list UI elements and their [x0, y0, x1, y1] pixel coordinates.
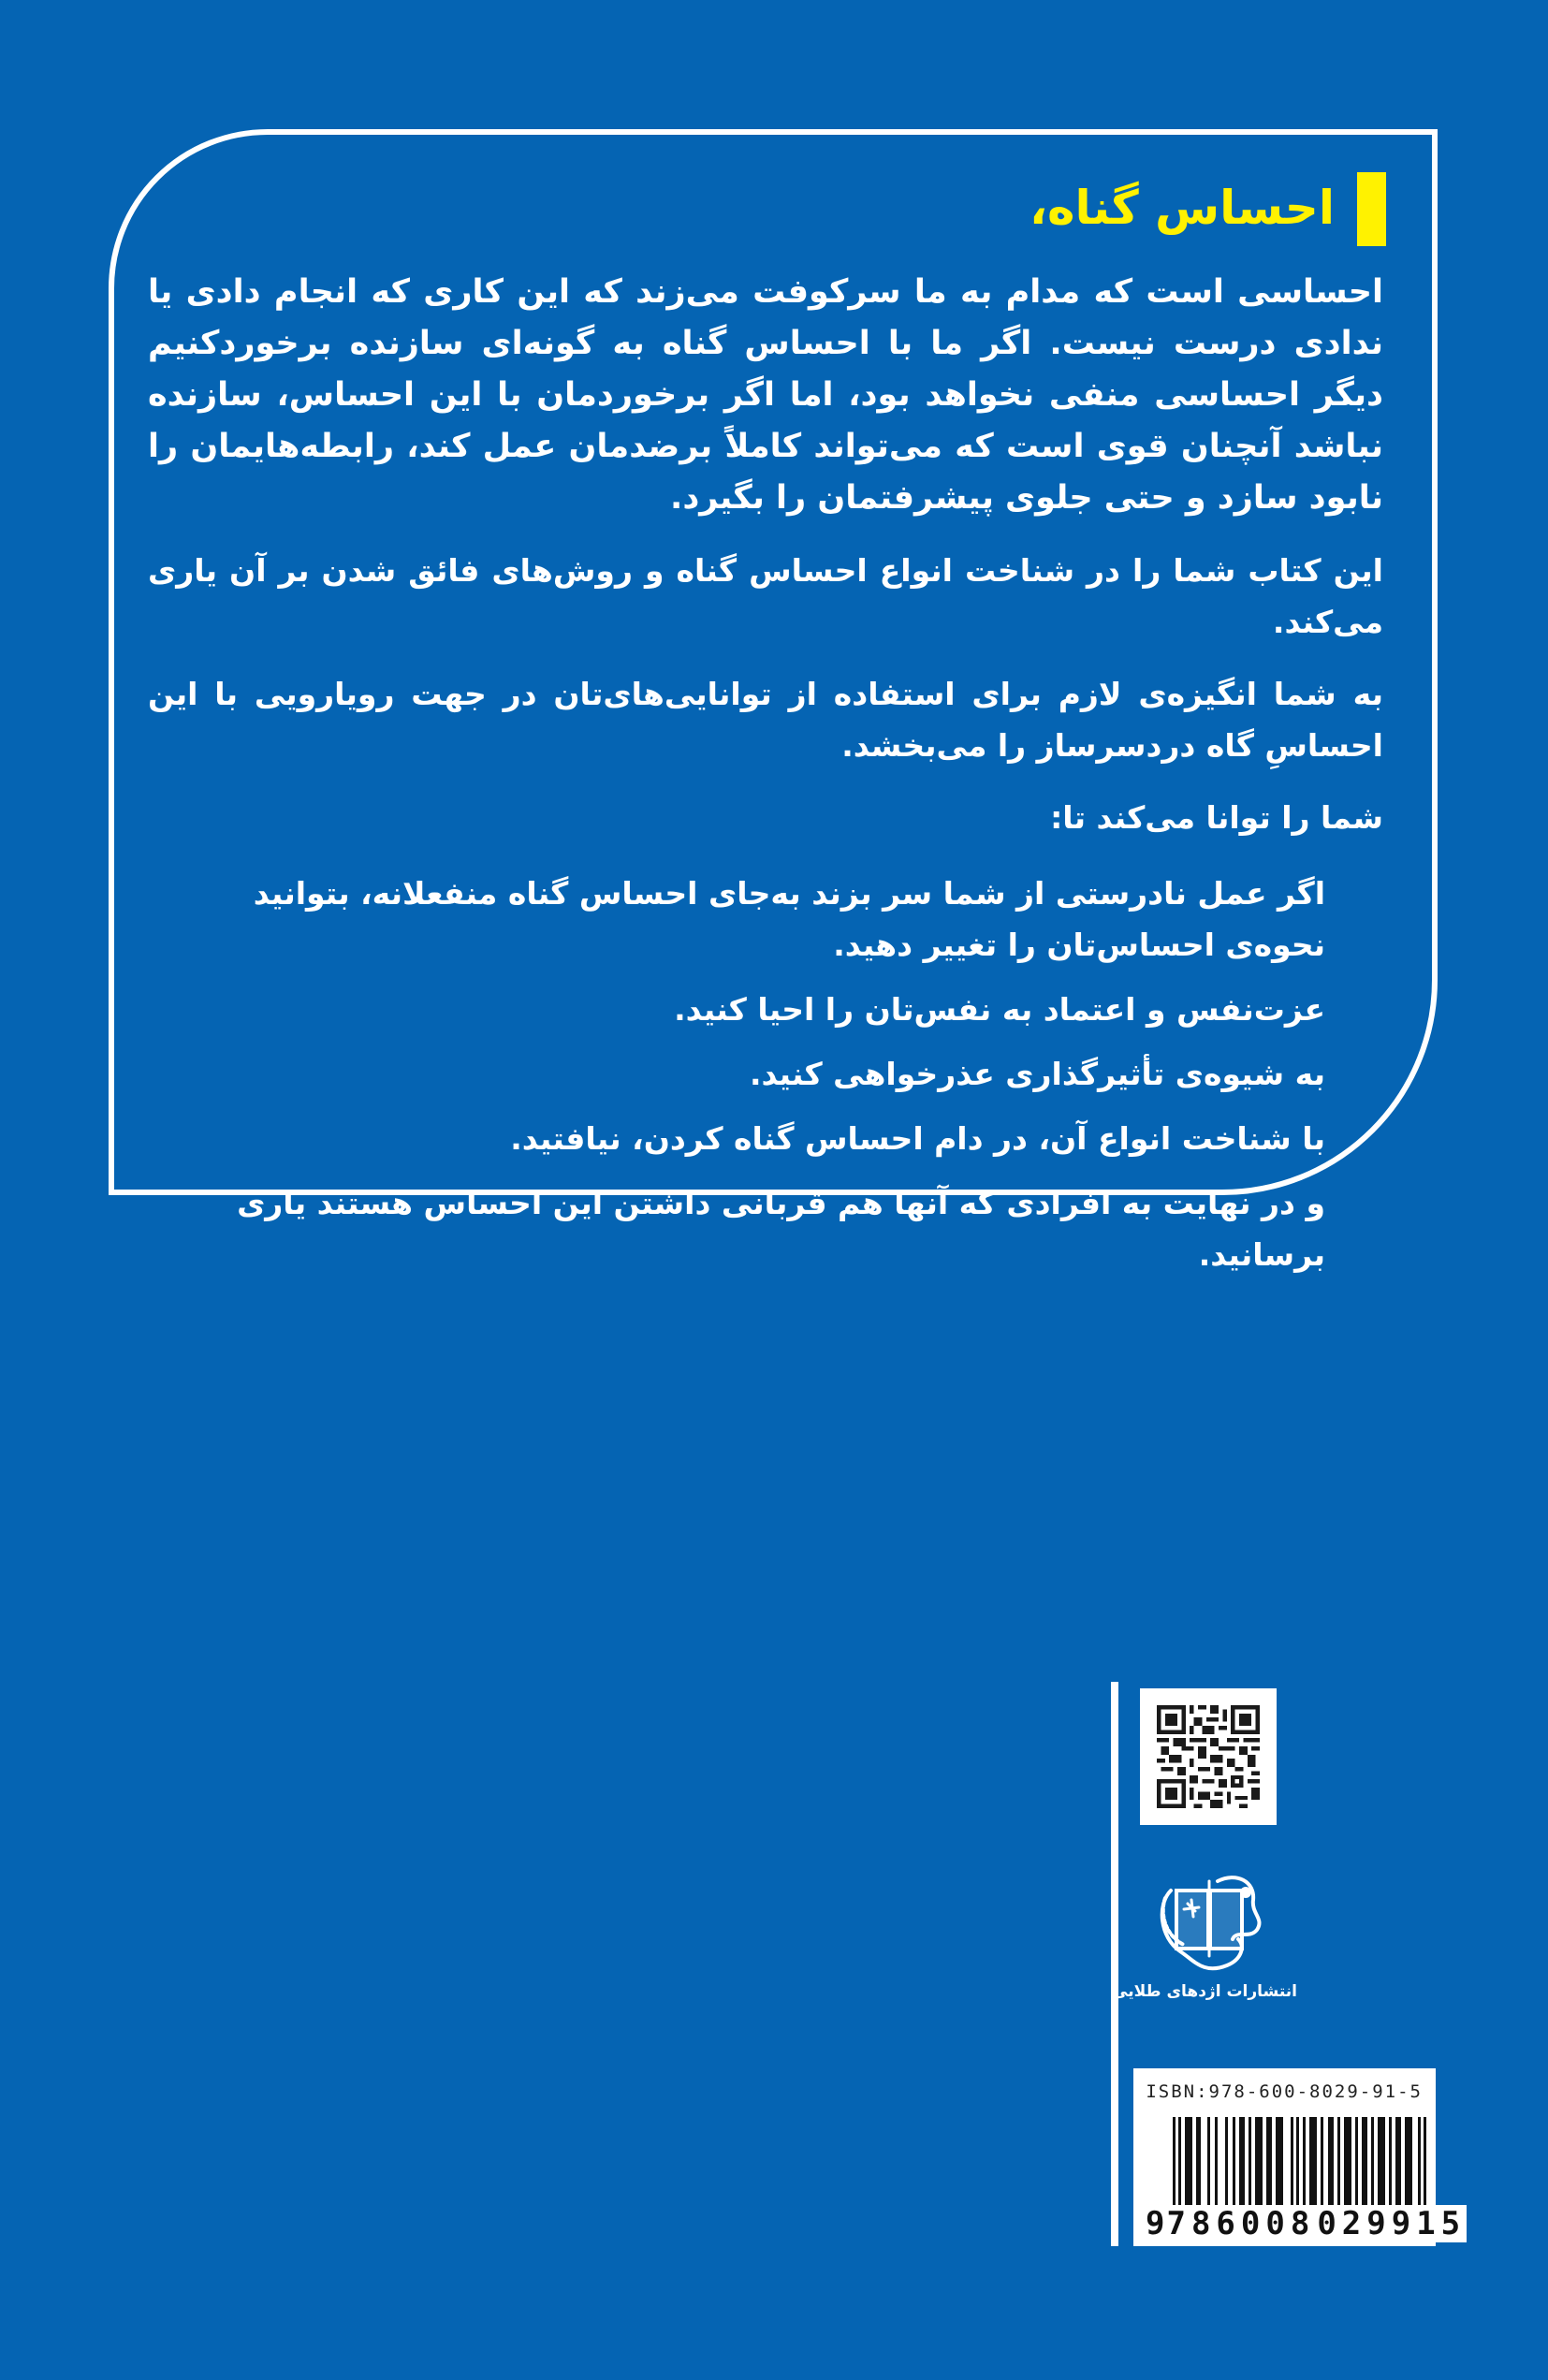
list-intro: شما را توانا می‌کند تا:: [1050, 799, 1383, 836]
paragraph-2: این کتاب شما را در شناخت انواع احساس گناه و روش‌های فائق شدن بر آن یاری می‌کند.: [148, 552, 1383, 640]
qr-code-icon: [1157, 1705, 1260, 1808]
title-accent-bar: [1357, 172, 1386, 246]
ean-left-group: 786008: [1166, 2205, 1316, 2242]
benefits-list: [148, 868, 1383, 1280]
isbn-label: ISBN:978-600-8029-91-5: [1146, 2081, 1423, 2102]
list-item: و در نهایت به افرادی که آنها هم قربانی داشتن این احساس هستند یاری برسانید.: [237, 1185, 1325, 1273]
ean-digits: [1145, 2205, 1467, 2242]
paragraph-3: به شما انگیزه‌ی لازم برای استفاده از توانایی‌های‌تان در جهت رویارویی با این احساسِ گاه دردسرساز را می‌بخشد.: [148, 676, 1383, 764]
list-item: با شناخت انواع آن، در دام احساس گناه کردن، نیافتید.: [510, 1120, 1325, 1157]
list-item: اگر عمل نادرستی از شما سر بزند به‌جای احساس گناه منفعلانه، بتوانید نحوه‌ی احساس‌تان را تغییر دهید.: [253, 875, 1325, 963]
ean-right-group: 029915: [1317, 2205, 1467, 2242]
publisher-name: انتشارات اژدهای طلایی: [1112, 1982, 1297, 2001]
vertical-divider: [1111, 1682, 1118, 2246]
isbn-barcode: [1133, 2068, 1467, 2246]
description-text: [148, 267, 1383, 1293]
section-title: احساس گناه،: [1029, 181, 1335, 235]
intro-paragraph: احساسی است که مدام به ما سرکوفت می‌زند که این کاری که انجام دادی یا ندادی درست نیست. اگر ما با احساس گناه به گونه‌ای سازنده برخوردکنیم دیگر احساسی منفی نخواهد بود، اما اگر برخوردمان با این احساس، سازنده نباشد آنچنان قوی است که می‌تواند کاملاً برضدمان عمل کند، رابطه‌هایمان را نابود سازد و حتی جلوی پیشرفتمان را بگیرد.: [148, 273, 1383, 517]
list-item: عزت‌نفس و اعتماد به نفس‌تان را احیا کنید.: [674, 991, 1325, 1028]
list-item: به شیوه‌ی تأثیرگذاری عذرخواهی کنید.: [749, 1056, 1325, 1092]
publisher-logo: [1112, 1872, 1297, 2012]
dragon-book-logo-icon: [1152, 1872, 1283, 1979]
ean-first-digit: 9: [1146, 2205, 1165, 2242]
qr-code: [1140, 1688, 1277, 1825]
